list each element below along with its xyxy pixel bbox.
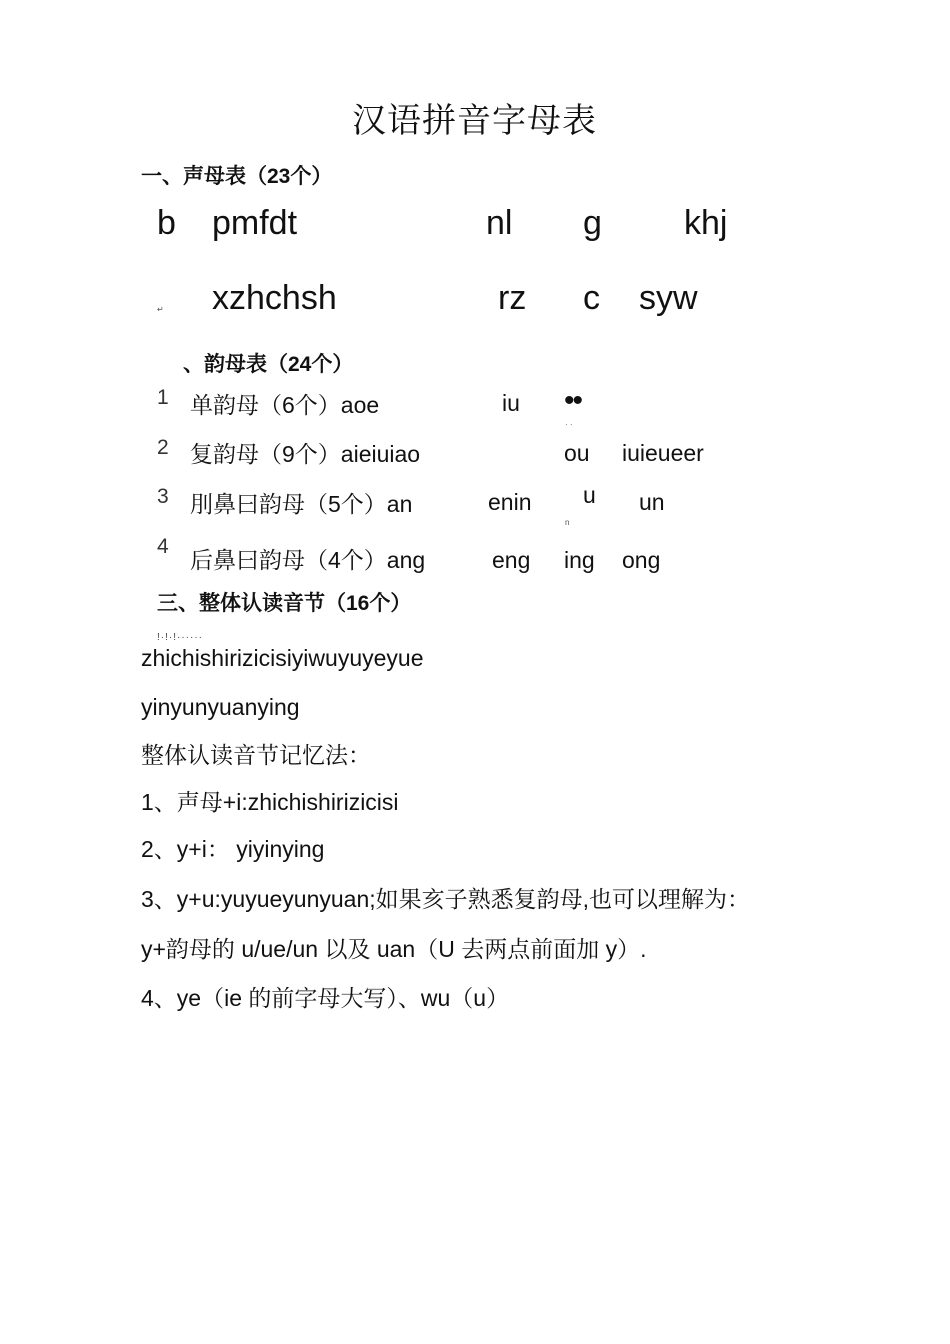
memo-line: 3、y+u:yuyueyunyuan;如果亥子熟悉复韵母,也可以理解为： <box>141 886 751 912</box>
paragraph-mark: ↵ <box>157 305 164 314</box>
row-number: 1 <box>157 386 169 409</box>
finals-cell: u <box>583 482 596 508</box>
initials-cell: pmfdt <box>212 204 298 242</box>
finals-cell: un <box>639 489 665 515</box>
page-title: 汉语拼音字母表 <box>352 102 597 140</box>
finals-cell: ong <box>622 547 661 573</box>
finals-cell-sub: n <box>565 518 570 527</box>
finals-label: 刖鼻曰韵母（5个）an <box>190 491 413 517</box>
initials-cell: xzhchsh <box>212 279 337 317</box>
section-heading-initials: 一、声母表（23个） <box>141 165 333 188</box>
initials-cell: b <box>157 204 176 242</box>
syllables-line: zhichishirizicisiyiwuyuyeyue <box>141 645 424 671</box>
finals-cell: iuieueer <box>622 440 704 466</box>
finals-label: 单韵母（6个）aoe <box>190 392 380 418</box>
syllables-line: yinyunyuanying <box>141 694 300 720</box>
row-number: 2 <box>157 436 169 459</box>
finals-cell: ou <box>564 440 590 466</box>
memo-line: 1、声母+i:zhichishirizicisi <box>141 789 399 815</box>
section-heading-syllables: 三、整体认读音节（16个） <box>157 592 412 615</box>
memo-line: y+韵母的 u/ue/un 以及 uan（U 去两点前面加 y）. <box>141 936 647 962</box>
initials-cell: g <box>583 204 602 242</box>
finals-label: 复韵母（9个）aieiuiao <box>190 441 421 467</box>
row-number: 4 <box>157 535 169 558</box>
finals-cell: enin <box>488 489 532 515</box>
speck-marks: !·!·!······ <box>157 632 203 643</box>
finals-cell: iu <box>502 390 520 416</box>
row-number: 3 <box>157 485 169 508</box>
finals-cell: ing <box>564 547 595 573</box>
initials-cell: c <box>583 279 600 317</box>
finals-cell: •• <box>564 384 582 417</box>
memo-line: 2、y+i： yiyinying <box>141 836 325 862</box>
initials-cell: khj <box>684 204 728 242</box>
finals-cell: eng <box>492 547 531 573</box>
memo-line: 4、ye（ie 的前字母大写）、wu（u） <box>141 985 510 1011</box>
section-heading-finals: 、韵母表（24个） <box>183 353 354 376</box>
initials-cell: rz <box>498 279 527 317</box>
initials-cell: syw <box>639 279 698 317</box>
finals-label: 后鼻曰韵母（4个）ang <box>190 547 426 573</box>
memo-title: 整体认读音节记忆法： <box>141 742 371 768</box>
finals-cell-sub: · · <box>565 420 573 429</box>
initials-cell: nl <box>486 204 513 242</box>
